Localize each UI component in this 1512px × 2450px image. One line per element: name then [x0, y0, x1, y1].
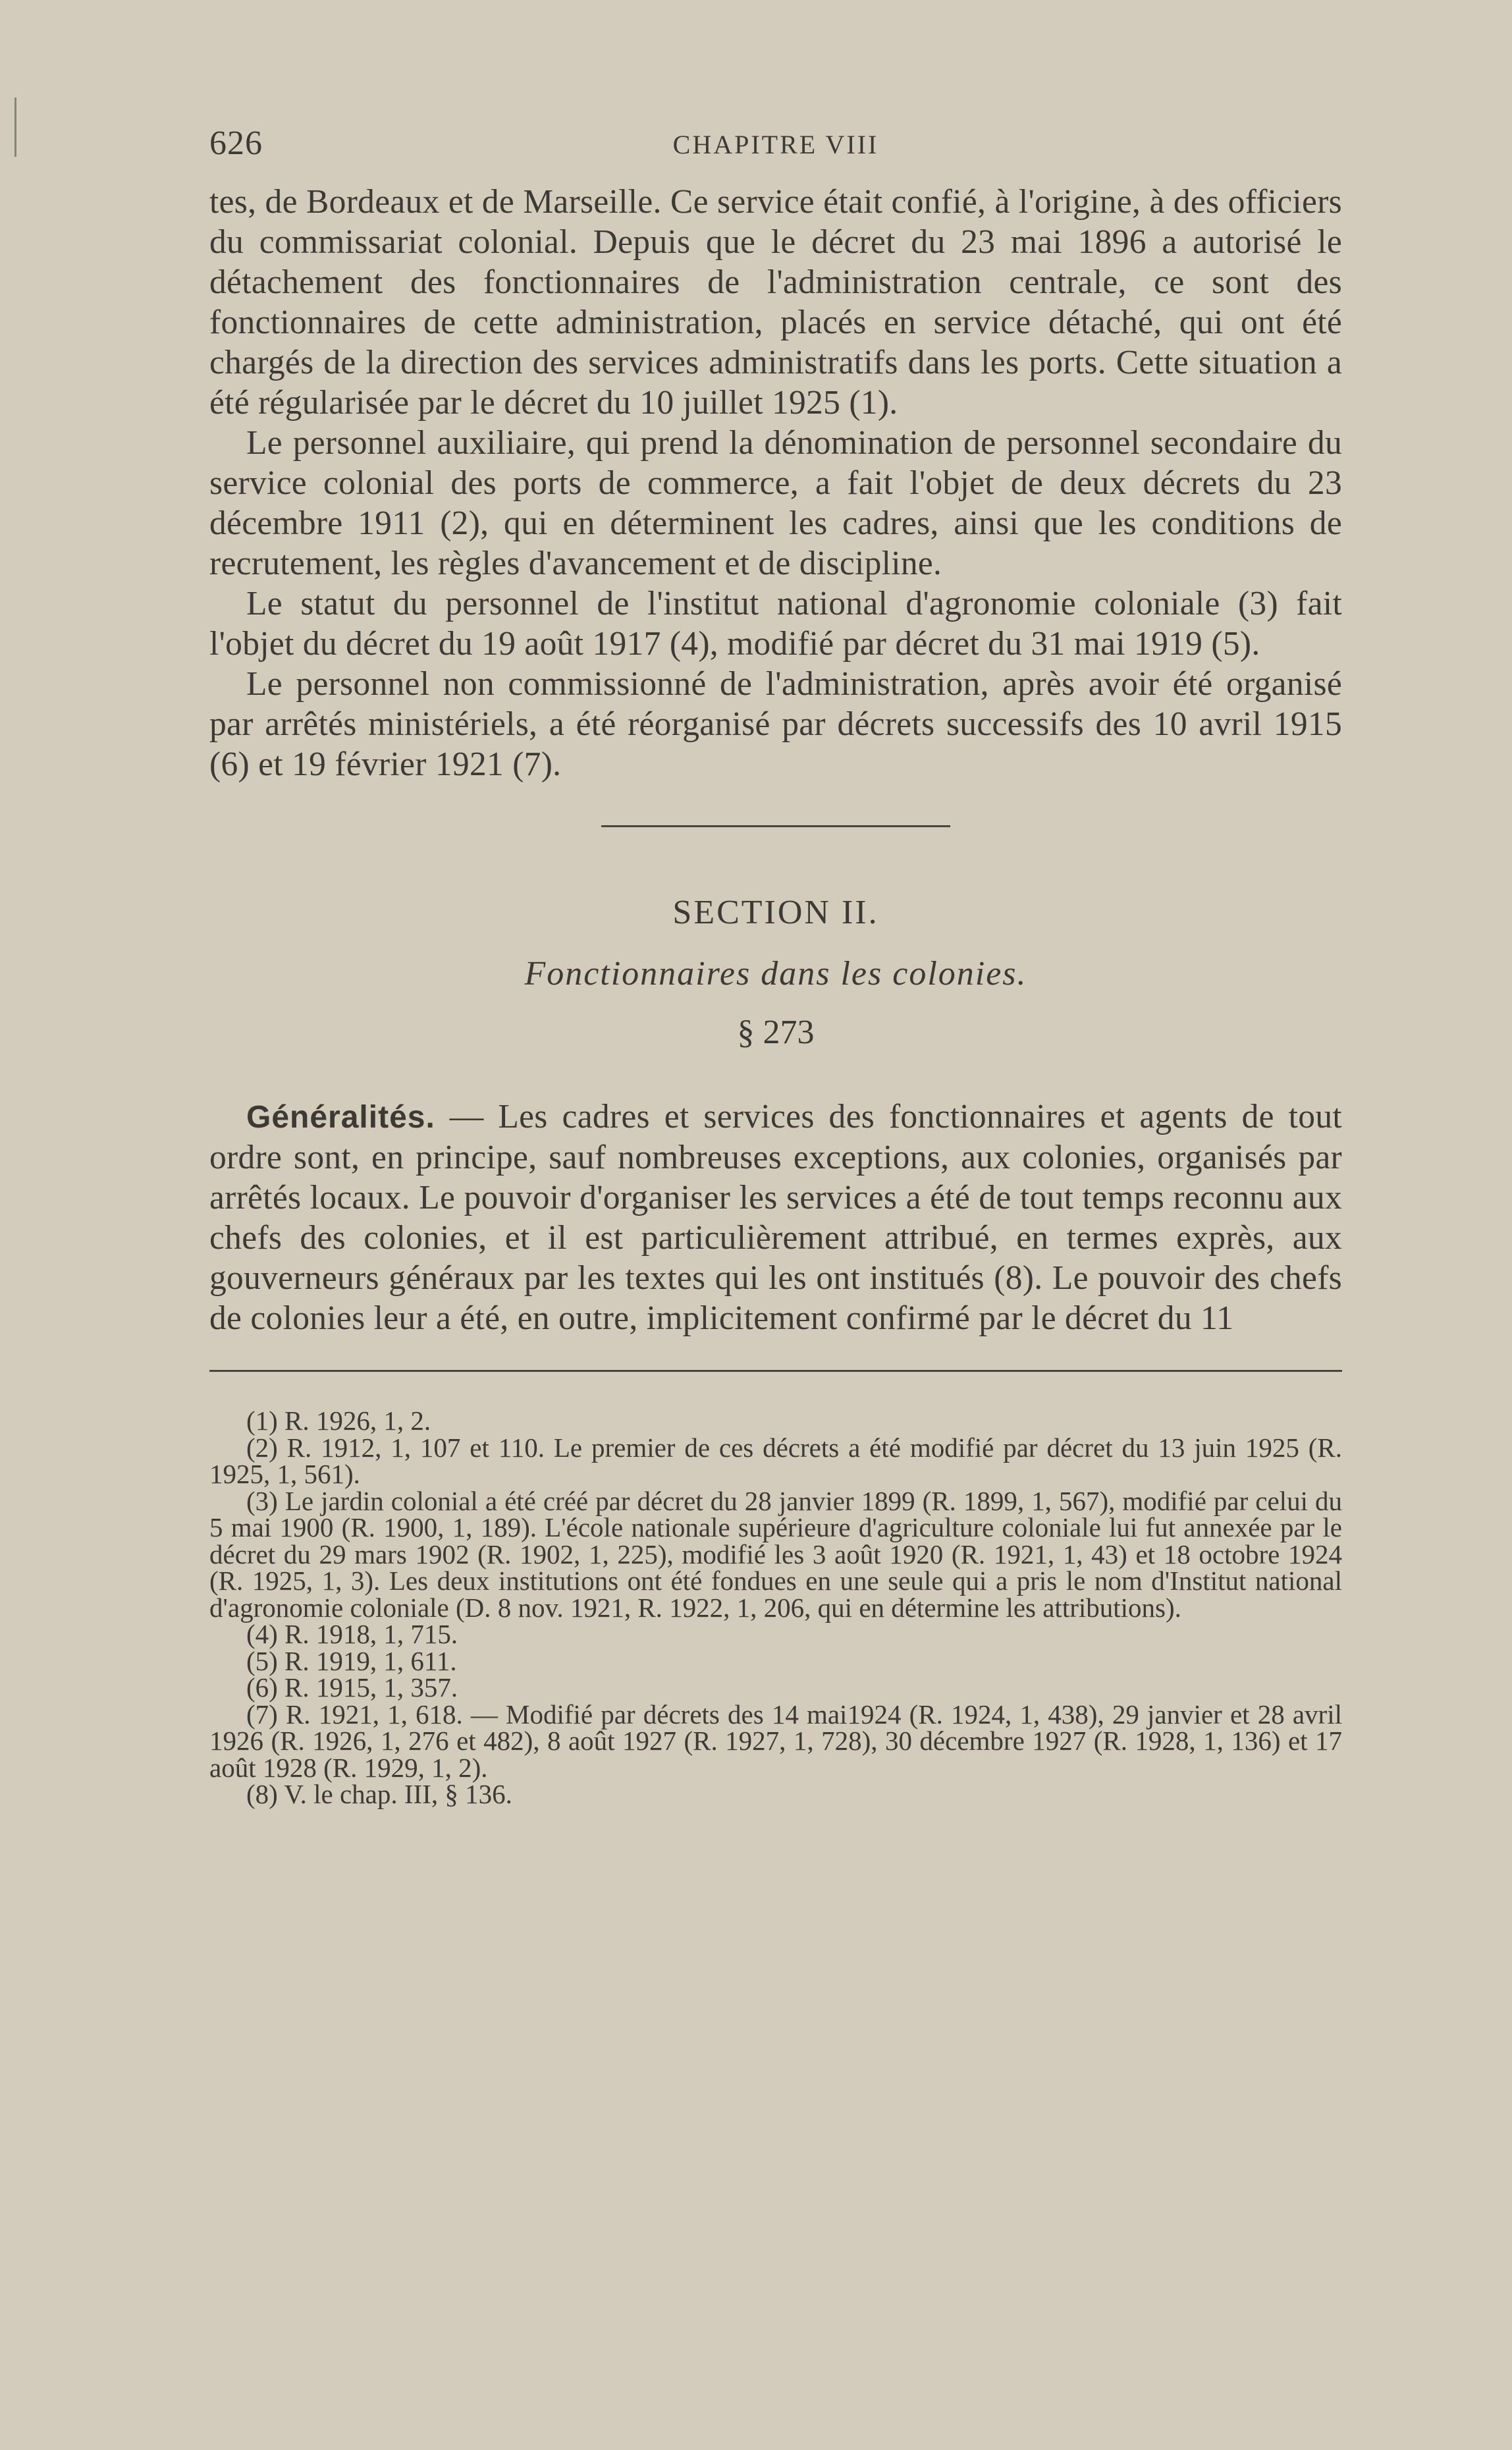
paragraph-1: tes, de Bordeaux et de Marseille. Ce service était confié, à l'origine, à des officiers du commissariat colonial. Depuis que le décret du 23 mai 1896 a autorisé le détachement des fonctionnaires de l'administration centrale, ce sont des fonctionnaires de cette administration, placés en service détaché, qui ont été chargés de la direction des services administratifs dans les ports. Cette situation a été régularisée par le décret du 10 juillet 1925 (1). [209, 183, 1342, 422]
footnote-8: (8) V. le chap. III, § 136. [246, 1779, 512, 1809]
chapter-title: CHAPITRE VIII [672, 130, 879, 159]
footnote-2: (2) R. 1912, 1, 107 et 110. Le premier de ces décrets a été modifié par décret du 13 juin 1925 (R. 1925, 1, 561). [209, 1432, 1342, 1489]
footnote-7: (7) R. 1921, 1, 618. — Modifié par décrets des 14 mai1924 (R. 1924, 1, 438), 29 janvier et 28 avril 1926 (R. 1926, 1, 276 et 482), 8 août 1927 (R. 1927, 1, 728), 30 décembre 1927 (R. 1928, 1, 136) et 17 août 1928 (R. 1929, 1, 2). [209, 1699, 1342, 1783]
footnote-1: (1) R. 1926, 1, 2. [246, 1405, 431, 1436]
section-divider [601, 825, 950, 827]
paragraph-4: Le personnel non commissionné de l'administration, après avoir été organisé par arrêtés ministériels, a été réorganisé par décrets successifs des 10 avril 1915 (6) et 19 février 1921 (7). [209, 665, 1342, 783]
footnote-rule [209, 1370, 1342, 1372]
page [209, 111, 1342, 1808]
footnote-6: (6) R. 1915, 1, 357. [246, 1672, 458, 1702]
page-edge-mark [14, 97, 16, 157]
footnote-4: (4) R. 1918, 1, 715. [246, 1619, 458, 1649]
footnote-5: (5) R. 1919, 1, 611. [246, 1645, 457, 1676]
running-head [209, 111, 1342, 163]
footnote-3: (3) Le jardin colonial a été créé par décret du 28 janvier 1899 (R. 1899, 1, 567), modifié par celui du 5 mai 1900 (R. 1900, 1, 189). L'école nationale supérieure d'agriculture coloniale lui fut annexée par le décret du 29 mars 1902 (R. 1902, 1, 225), modifié les 3 août 1920 (R. 1921, 1, 43) et 18 octobre 1924 (R. 1925, 1, 3). Les deux institutions ont été fondues en une seule qui a pris le nom d'Institut national d'agronomie coloniale (D. 8 nov. 1921, R. 1922, 1, 206, qui en détermine les attributions). [209, 1485, 1342, 1623]
section-subtitle: Fonctionnaires dans les colonies. [524, 955, 1027, 993]
generalites-text: — Les cadres et services des fonctionnaires et agents de tout ordre sont, en principe, sauf nombreuses exceptions, aux colonies, organisés par arrêtés locaux. Le pouvoir d'organiser les services a été de tout temps reconnu aux chefs des colonies, et il est particulièrement attribué, en termes exprès, aux gouverneurs généraux par les textes qui les ont institués (8). Le pouvoir des chefs de colonies leur a été, en outre, implicitement confirmé par le décret du 11 [209, 1098, 1342, 1337]
section-title: SECTION II. [672, 894, 879, 931]
paragraph-3: Le statut du personnel de l'institut national d'agronomie coloniale (3) fait l'objet du décret du 19 août 1917 (4), modifié par décret du 31 mai 1919 (5). [209, 585, 1342, 663]
paragraph-2: Le personnel auxiliaire, qui prend la dénomination de personnel secondaire du service colonial des ports de commerce, a fait l'objet de deux décrets du 23 décembre 1911 (2), qui en déterminent les cadres, ainsi que les conditions de recrutement, les règles d'avancement et de discipline. [209, 424, 1342, 582]
body-text [209, 182, 1342, 784]
generalites-heading: Généralités. [246, 1100, 435, 1135]
page-number: 626 [209, 124, 263, 162]
paragraph-number: § 273 [737, 1014, 815, 1051]
generalites-paragraph [209, 1097, 1342, 1338]
footnotes [209, 1407, 1342, 1808]
generalites-block [209, 1097, 1342, 1338]
